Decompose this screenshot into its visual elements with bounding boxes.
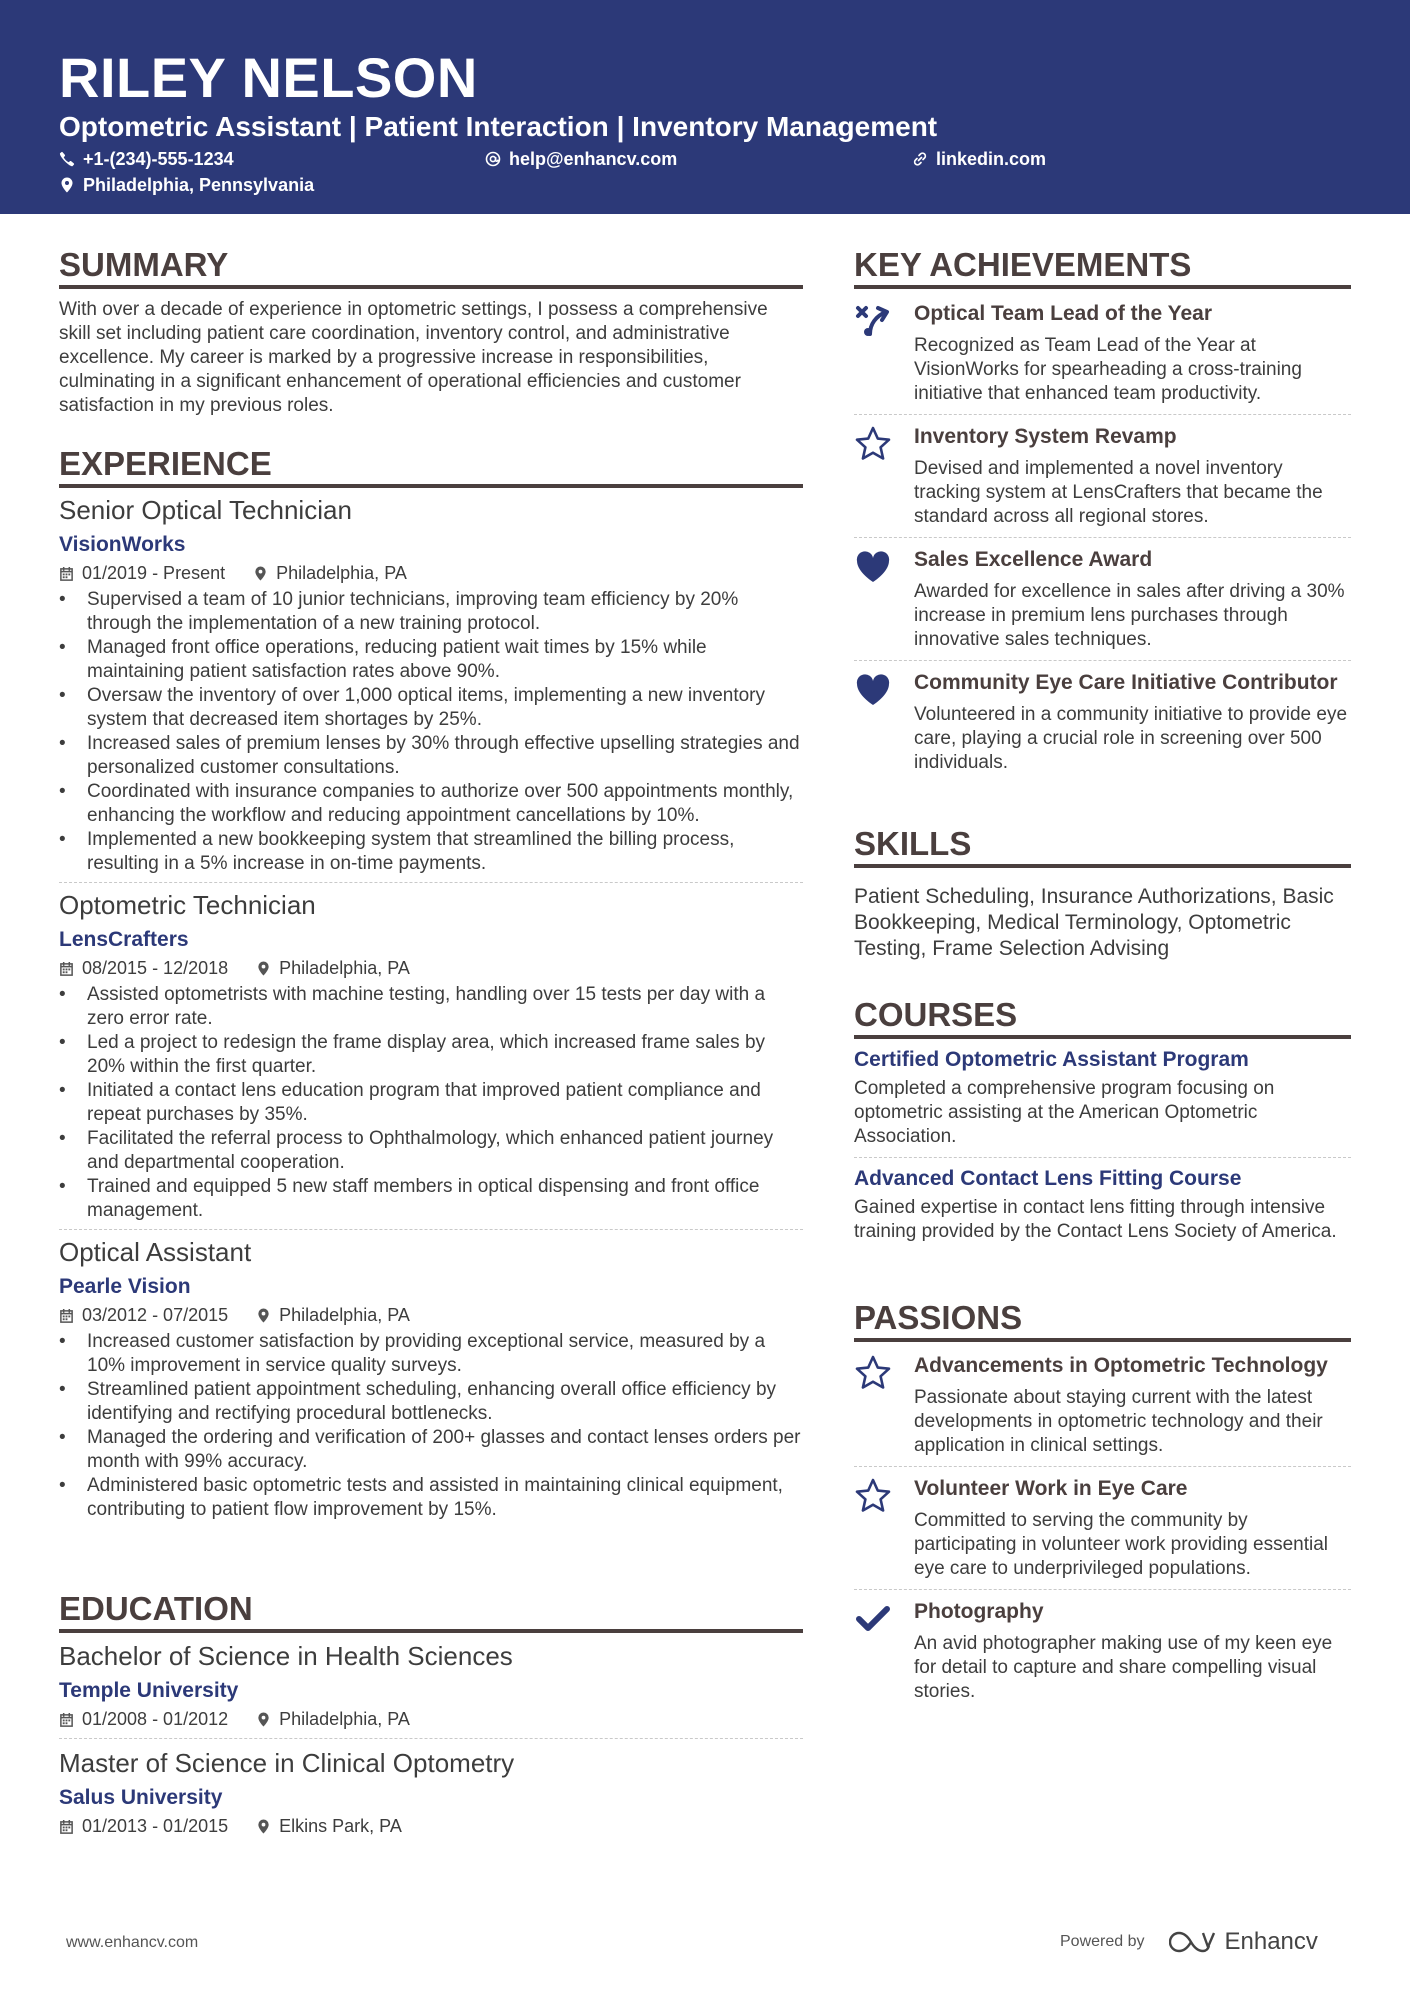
education-heading: EDUCATION	[59, 1590, 253, 1627]
job-bullets	[59, 588, 803, 876]
check-icon	[854, 1600, 892, 1638]
passion-title: Photography	[914, 1600, 1044, 1623]
achievement-item	[854, 415, 1351, 538]
location-pin-icon	[256, 961, 271, 976]
contact-phone[interactable]	[59, 148, 234, 170]
brand-logo	[1169, 1928, 1318, 1956]
degree-title: Bachelor of Science in Health Sciences	[59, 1641, 513, 1671]
phone-icon	[59, 151, 75, 167]
course-title: Advanced Contact Lens Fitting Course	[854, 1167, 1242, 1190]
summary-rule	[59, 285, 803, 289]
summary-heading: SUMMARY	[59, 246, 229, 283]
bullet-item: • Assisted optometrists with machine testing, handling over 15 tests per day with a zero error rate.	[59, 983, 803, 1031]
phone-text: +1-(234)-555-1234	[83, 149, 234, 169]
school-name: Temple University	[59, 1679, 239, 1702]
heart-icon	[854, 671, 892, 709]
bullet-item: • Coordinated with insurance companies to authorize over 500 appointments monthly, enhancing the workflow and reducing appointment cancellations by 10%.	[59, 780, 803, 828]
company-name: LensCrafters	[59, 928, 189, 951]
passion-desc: Passionate about staying current with the latest developments in optometric technology and their application in clinical settings.	[914, 1387, 1323, 1456]
footer-branding[interactable]	[1060, 1928, 1318, 1956]
bullet-item: • Facilitated the referral process to Ophthalmology, which enhanced patient journey and departmental cooperation.	[59, 1127, 803, 1175]
bullet-item: • Streamlined patient appointment scheduling, enhancing overall office efficiency by identifying and rectifying procedural bottlenecks.	[59, 1378, 803, 1426]
job-location: Philadelphia, PA	[279, 1305, 410, 1325]
email-text: help@enhancv.com	[509, 149, 678, 169]
school-name: Salus University	[59, 1786, 223, 1809]
education-dates: 01/2008 - 01/2012	[82, 1709, 229, 1729]
contact-location	[59, 174, 314, 196]
achievement-item	[854, 538, 1351, 661]
contact-email[interactable]	[485, 148, 677, 170]
linkedin-text: linkedin.com	[936, 149, 1047, 169]
job-dates: 08/2015 - 12/2018	[82, 958, 229, 978]
skills-rule	[854, 864, 1351, 868]
achievement-title: Inventory System Revamp	[914, 425, 1177, 448]
achievement-desc: Devised and implemented a novel inventory tracking system at LensCrafters that became the standard across all regional stores.	[914, 458, 1323, 527]
education-meta	[59, 1815, 803, 1837]
candidate-title: Optometric Assistant | Patient Interaction | Inventory Management	[59, 111, 938, 142]
course-title: Certified Optometric Assistant Program	[854, 1048, 1249, 1071]
bullet-item: • Managed front office operations, reducing patient wait times by 15% while maintaining patient satisfaction rates above 90%.	[59, 636, 803, 684]
passion-title: Advancements in Optometric Technology	[914, 1354, 1328, 1377]
education-dates: 01/2013 - 01/2015	[82, 1816, 229, 1836]
calendar-icon	[59, 1308, 74, 1323]
degree-title: Master of Science in Clinical Optometry	[59, 1748, 515, 1778]
passion-title: Volunteer Work in Eye Care	[914, 1477, 1188, 1500]
education-meta	[59, 1708, 803, 1730]
strategy-icon	[854, 302, 892, 340]
passions-list	[854, 1352, 1351, 1704]
brand-name: Enhancv	[1224, 1928, 1318, 1955]
achievement-desc: Recognized as Team Lead of the Year at VisionWorks for spearheading a cross-training initiative that enhanced team productivity.	[914, 335, 1302, 404]
achievement-title: Sales Excellence Award	[914, 548, 1153, 571]
job-dates: 01/2019 - Present	[82, 563, 226, 583]
bullet-item: • Managed the ordering and verification of 200+ glasses and contact lenses orders per month with 99% accuracy.	[59, 1426, 803, 1474]
achievement-item	[854, 300, 1351, 415]
calendar-icon	[59, 1712, 74, 1727]
bullet-item: • Increased sales of premium lenses by 30% through effective upselling strategies and personalized customer consultations.	[59, 732, 803, 780]
achievement-desc: Awarded for excellence in sales after driving a 30% increase in premium lens purchases through innovative sales techniques.	[914, 581, 1345, 650]
bullet-item: • Oversaw the inventory of over 1,000 optical items, implementing a new inventory system that decreased item shortages by 25%.	[59, 684, 803, 732]
heart-icon	[854, 548, 892, 586]
bullet-item: • Trained and equipped 5 new staff members in optical dispensing and front office management.	[59, 1175, 803, 1223]
calendar-icon	[59, 1819, 74, 1834]
enhancv-logo-icon	[1169, 1929, 1217, 1955]
star-icon	[854, 1477, 892, 1515]
passions-heading: PASSIONS	[854, 1299, 1023, 1336]
calendar-icon	[59, 566, 74, 581]
job-bullets	[59, 983, 803, 1223]
bullet-item: • Administered basic optometric tests and assisted in maintaining clinical equipment, contributing to patient flow improvement by 15%.	[59, 1474, 803, 1522]
job-title: Senior Optical Technician	[59, 495, 352, 525]
experience-list	[59, 494, 803, 1522]
link-icon	[912, 151, 928, 167]
powered-by-label: Powered by	[1060, 1933, 1145, 1950]
achievement-title: Community Eye Care Initiative Contributor	[914, 671, 1338, 694]
experience-item	[59, 1230, 803, 1522]
passion-desc: An avid photographer making use of my keen eye for detail to capture and share compelling visual stories.	[914, 1633, 1333, 1702]
courses-rule	[854, 1035, 1351, 1039]
location-pin-icon	[256, 1712, 271, 1727]
education-location: Philadelphia, PA	[279, 1709, 410, 1729]
experience-heading: EXPERIENCE	[59, 445, 272, 482]
location-text: Philadelphia, Pennsylvania	[83, 175, 315, 195]
calendar-icon	[59, 961, 74, 976]
job-location: Philadelphia, PA	[279, 958, 410, 978]
achievements-rule	[854, 285, 1351, 289]
achievement-desc: Volunteered in a community initiative to provide eye care, playing a crucial role in screening over 500 individuals.	[914, 704, 1348, 773]
experience-item	[59, 494, 803, 883]
at-icon	[485, 151, 501, 167]
bullet-item: • Implemented a new bookkeeping system that streamlined the billing process, resulting in a 5% increase in on-time payments.	[59, 828, 803, 876]
passion-desc: Committed to serving the community by participating in volunteer work providing essential eye care to underprivileged populations.	[914, 1510, 1329, 1579]
achievements-list	[854, 300, 1351, 775]
job-meta	[59, 1304, 803, 1326]
job-meta	[59, 957, 803, 979]
education-item	[59, 1640, 803, 1739]
header	[0, 0, 1410, 214]
courses-heading: COURSES	[854, 996, 1018, 1033]
candidate-name: RILEY NELSON	[59, 46, 478, 109]
courses-list	[854, 1047, 1351, 1244]
passions-rule	[854, 1338, 1351, 1342]
achievement-item	[854, 661, 1351, 775]
footer-website[interactable]: www.enhancv.com	[66, 1934, 199, 1951]
education-rule	[59, 1629, 803, 1633]
job-bullets	[59, 1330, 803, 1522]
passion-item	[854, 1467, 1351, 1590]
course-item	[854, 1158, 1351, 1244]
star-icon	[854, 425, 892, 463]
location-pin-icon	[59, 177, 75, 193]
summary-text: With over a decade of experience in optometric settings, I possess a comprehensive skill set including patient care coordination, inventory control, and administrative excellence. My career is marked by a progressive increase in responsibilities, culminating in a significant enhancement of operational efficiencies and customer satisfaction in my previous roles.	[59, 299, 768, 416]
passion-item	[854, 1352, 1351, 1467]
education-item	[59, 1739, 803, 1837]
course-item	[854, 1047, 1351, 1158]
experience-item	[59, 883, 803, 1230]
passion-item	[854, 1590, 1351, 1704]
education-location: Elkins Park, PA	[279, 1816, 402, 1836]
achievements-heading: KEY ACHIEVEMENTS	[854, 246, 1192, 283]
experience-rule	[59, 484, 803, 488]
course-desc: Gained expertise in contact lens fitting through intensive training provided by the Contact Lens Society of America.	[854, 1197, 1337, 1242]
skills-heading: SKILLS	[854, 825, 972, 862]
location-pin-icon	[253, 566, 268, 581]
company-name: VisionWorks	[59, 533, 186, 556]
job-meta	[59, 562, 803, 584]
bullet-item: • Led a project to redesign the frame display area, which increased frame sales by 20% within the first quarter.	[59, 1031, 803, 1079]
bullet-item: • Initiated a contact lens education program that improved patient compliance and repeat purchases by 35%.	[59, 1079, 803, 1127]
bullet-item: • Supervised a team of 10 junior technicians, improving team efficiency by 20% through the implementation of a new training protocol.	[59, 588, 803, 636]
skills-text: Patient Scheduling, Insurance Authorizations, Basic Bookkeeping, Medical Terminology, Optometric Testing, Frame Selection Advising	[854, 885, 1334, 960]
achievement-title: Optical Team Lead of the Year	[914, 302, 1212, 325]
course-desc: Completed a comprehensive program focusing on optometric assisting at the American Optometric Association.	[854, 1078, 1275, 1147]
job-location: Philadelphia, PA	[276, 563, 407, 583]
job-dates: 03/2012 - 07/2015	[82, 1305, 229, 1325]
star-icon	[854, 1354, 892, 1392]
education-list	[59, 1640, 803, 1837]
contact-linkedin[interactable]	[912, 148, 1046, 170]
bullet-item: • Increased customer satisfaction by providing exceptional service, measured by a 10% improvement in service quality surveys.	[59, 1330, 803, 1378]
location-pin-icon	[256, 1819, 271, 1834]
job-title: Optometric Technician	[59, 890, 316, 920]
job-title: Optical Assistant	[59, 1237, 252, 1267]
location-pin-icon	[256, 1308, 271, 1323]
company-name: Pearle Vision	[59, 1275, 191, 1298]
